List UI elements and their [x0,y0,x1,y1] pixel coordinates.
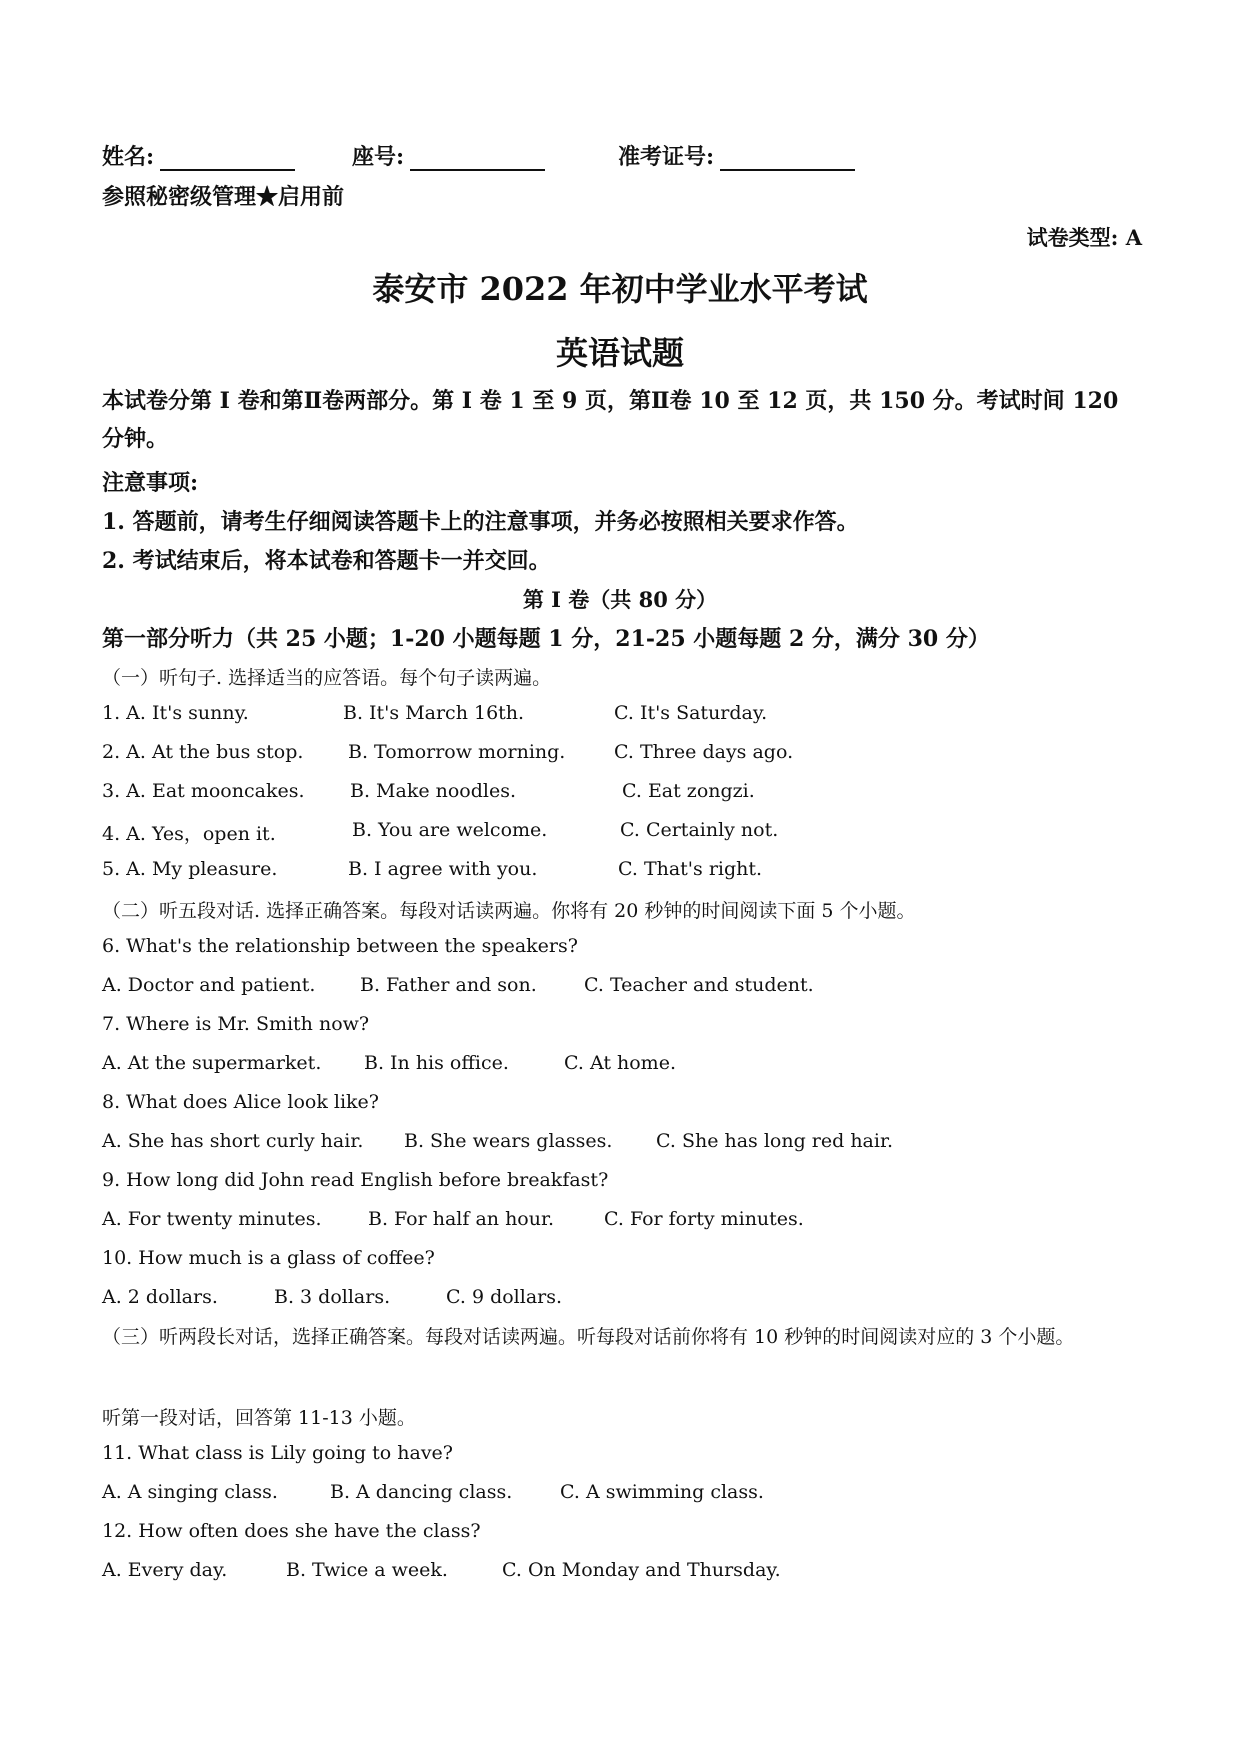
q5-option-c: C. That's right. [618,858,763,880]
q4-option-b: B. You are welcome. [352,819,548,841]
q11-stem: 11. What class is Lily going to have? [102,1442,453,1464]
q10-option-c: C. 9 dollars. [446,1286,563,1308]
seat-field[interactable] [352,140,545,171]
q10-stem: 10. How much is a glass of coffee? [102,1247,435,1269]
q7-option-c: C. At home. [564,1052,676,1074]
section3-instruction: （三）听两段长对话，选择正确答案。每段对话读两遍。听每段对话前你将有 10 秒钟的时间阅读对应的 3 个小题。 [102,1326,1075,1348]
q11-option-b: B. A dancing class. [330,1481,513,1503]
section1-instruction: （一）听句子. 选择适当的应答语。每个句子读两遍。 [102,667,552,689]
volume-heading: 第 I 卷（共 80 分） [522,587,718,612]
q10-option-a: A. 2 dollars. [102,1286,218,1308]
q4-option-c: C. Certainly not. [620,819,779,841]
q9-stem: 9. How long did John read English before breakfast? [102,1169,609,1191]
q8-option-c: C. She has long red hair. [656,1130,893,1152]
notes-item-2: 2. 考试结束后，将本试卷和答题卡一并交回。 [102,548,551,574]
notes-heading: 注意事项: [102,470,199,496]
q7-option-a: A. At the supermarket. [102,1052,322,1074]
q9-option-a: A. For twenty minutes. [102,1208,322,1230]
q5-option-b: B. I agree with you. [348,858,538,880]
q8-stem: 8. What does Alice look like? [102,1091,379,1113]
exam-number-field[interactable] [618,140,855,171]
q7-option-b: B. In his office. [364,1052,509,1074]
q9-option-b: B. For half an hour. [368,1208,555,1230]
q3-option-a: 3. A. Eat mooncakes. [102,780,305,802]
q12-option-a: A. Every day. [102,1559,228,1581]
q9-option-c: C. For forty minutes. [604,1208,804,1230]
q6-option-b: B. Father and son. [360,974,537,996]
seat-label: 座号: [352,144,405,170]
q2-option-b: B. Tomorrow morning. [348,741,566,763]
intro-paragraph: 本试卷分第 I 卷和第Ⅱ卷两部分。第 I 卷 1 至 9 页，第Ⅱ卷 10 至 12 页，共 150 分。考试时间 120 分钟。 [102,388,1119,452]
q1-option-c: C. It's Saturday. [614,702,768,724]
paper-type: 试卷类型: A [1026,225,1142,250]
q6-stem: 6. What's the relationship between the speakers? [102,935,578,957]
q12-option-c: C. On Monday and Thursday. [502,1559,781,1581]
q1-option-a: 1. A. It's sunny. [102,702,249,724]
notes-item-1: 1. 答题前，请考生仔细阅读答题卡上的注意事项，并务必按照相关要求作答。 [102,509,859,535]
q6-option-a: A. Doctor and patient. [102,974,316,996]
q8-option-a: A. She has short curly hair. [102,1130,364,1152]
q4-option-a: 4. A. Yes，open it. [102,823,276,845]
exam-title: 泰安市 2022 年初中学业水平考试 [372,270,868,308]
part1-heading: 第一部分听力（共 25 小题；1-20 小题每题 1 分，21-25 小题每题 2 分，满分 30 分） [102,626,990,652]
q2-option-c: C. Three days ago. [614,741,794,763]
secrecy-level: 参照秘密级管理★启用前 [102,184,345,210]
q2-option-a: 2. A. At the bus stop. [102,741,304,763]
q12-option-b: B. Twice a week. [286,1559,448,1581]
q12-stem: 12. How often does she have the class? [102,1520,481,1542]
q11-option-c: C. A swimming class. [560,1481,764,1503]
exam-subtitle: 英语试题 [555,334,684,372]
q3-option-c: C. Eat zongzi. [622,780,755,802]
q6-option-c: C. Teacher and student. [584,974,814,996]
q1-option-b: B. It's March 16th. [343,702,525,724]
name-blank [160,147,295,171]
q7-stem: 7. Where is Mr. Smith now? [102,1013,370,1035]
q10-option-b: B. 3 dollars. [274,1286,391,1308]
seat-blank [410,147,545,171]
q11-option-a: A. A singing class. [102,1481,278,1503]
section3-dialog1: 听第一段对话，回答第 11-13 小题。 [102,1407,416,1429]
q3-option-b: B. Make noodles. [350,780,517,802]
name-label: 姓名: [102,144,155,170]
exam-number-blank [720,147,855,171]
q8-option-b: B. She wears glasses. [404,1130,613,1152]
exam-number-label: 准考证号: [618,144,715,170]
name-field[interactable] [102,140,295,171]
q5-option-a: 5. A. My pleasure. [102,858,278,880]
section2-instruction: （二）听五段对话. 选择正确答案。每段对话读两遍。你将有 20 秒钟的时间阅读下面 5 个小题。 [102,900,916,922]
